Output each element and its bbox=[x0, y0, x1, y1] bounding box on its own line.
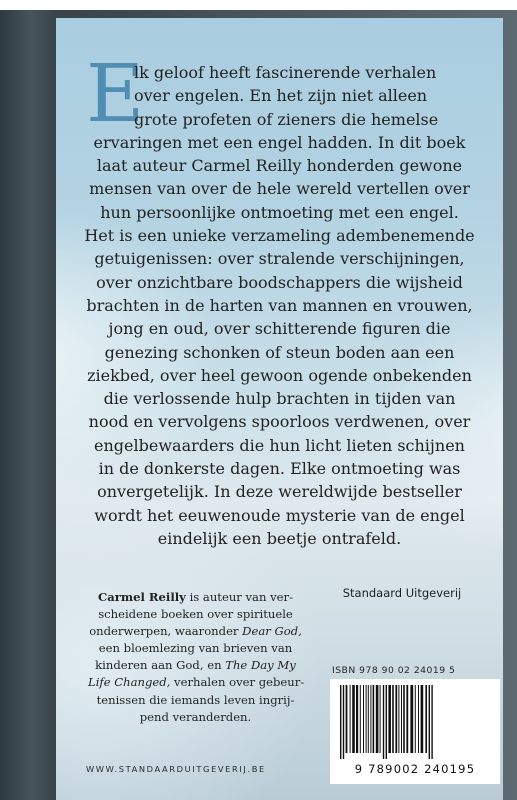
barcode bbox=[330, 679, 500, 784]
barcode-bar bbox=[373, 685, 375, 753]
blurb-text bbox=[56, 61, 503, 550]
barcode-bar bbox=[380, 685, 381, 753]
barcode-bar bbox=[421, 685, 424, 753]
blurb-line: laat auteur Carmel Reilly honderden gewone bbox=[96, 156, 463, 176]
barcode-bar bbox=[431, 685, 432, 759]
barcode-bar bbox=[415, 685, 416, 753]
blurb-line: jong en oud, over schitterende figuren die bbox=[108, 319, 451, 339]
barcode-bar bbox=[360, 685, 361, 753]
barcode-bar bbox=[403, 685, 405, 753]
blurb-line: getuigenissen: over stralende verschijningen, bbox=[94, 249, 465, 269]
barcode-bar bbox=[343, 685, 344, 759]
author-name: Carmel Reilly bbox=[97, 590, 186, 604]
blurb-line: die verlossende hulp brachten in tijden van bbox=[103, 389, 456, 409]
blurb-line: eindelijk een beetje ontrafeld. bbox=[157, 528, 402, 548]
blurb-line: wordt het eeuwenoude mysterie van de engel bbox=[94, 505, 465, 525]
barcode-bar bbox=[352, 685, 355, 753]
barcode-bar bbox=[401, 685, 402, 753]
barcode-bar bbox=[410, 685, 413, 753]
barcode-bar bbox=[356, 685, 358, 753]
author-bio: Carmel Reilly is auteur van ver- scheidene boeken over spirituele onderwerpen, waaronder Dear God, een bloemlezing van brieven van kinderen aan God, en The Day My Life Changed, verhalen over gebeur- tenissen die iemands leven ingrij- pend veranderden. bbox=[88, 590, 305, 724]
barcode-number: 9 789002 240195 bbox=[354, 762, 476, 776]
blurb-line: mensen van over de hele wereld vertellen over bbox=[89, 179, 470, 199]
barcode-bar bbox=[418, 685, 419, 753]
barcode-bar bbox=[366, 685, 367, 753]
barcode-bar bbox=[386, 685, 387, 759]
barcode-bar bbox=[340, 685, 341, 759]
barcode-bar bbox=[370, 685, 371, 753]
barcode-bar bbox=[368, 685, 369, 753]
blurb-line: in de donkerste dagen. Elke ontmoeting was bbox=[98, 459, 461, 479]
blurb-line: ziekbed, over heel gewoon ogende onbekenden bbox=[87, 365, 472, 385]
barcode-bar bbox=[383, 685, 384, 759]
blurb-line: hun persoonlijke ontmoeting met een engel. bbox=[100, 202, 459, 222]
barcode-bar bbox=[350, 685, 351, 753]
barcode-bar bbox=[429, 685, 430, 759]
barcode-bar bbox=[425, 685, 427, 753]
book-title: The Day My bbox=[225, 658, 296, 673]
barcode-bar bbox=[346, 685, 348, 753]
back-cover bbox=[56, 18, 503, 800]
blurb-line: engelbewaarders die hun licht lieten schijnen bbox=[94, 435, 465, 455]
blurb-line: nood en vervolgens spoorloos verdwenen, over bbox=[88, 412, 471, 432]
isbn-text: ISBN 978 90 02 24019 5 bbox=[332, 665, 456, 676]
barcode-bar bbox=[392, 685, 394, 753]
book-title: Dear God, bbox=[242, 624, 302, 639]
barcode-bar bbox=[406, 685, 408, 753]
drop-cap: E bbox=[86, 47, 145, 140]
barcode-bars bbox=[336, 685, 494, 759]
blurb-line: over engelen. En het zijn niet alleen bbox=[134, 86, 428, 106]
barcode-bar bbox=[398, 685, 399, 753]
blurb-line: genezing schonken of steun boden aan een bbox=[104, 342, 455, 362]
barcode-bar bbox=[388, 685, 391, 753]
blurb-line: Het is een unieke verzameling adembenemende bbox=[84, 226, 475, 246]
blurb-line: lk geloof heeft fascinerende verhalen bbox=[134, 63, 437, 82]
blurb-line: onvergetelijk. In deze wereldwijde bestseller bbox=[97, 482, 462, 502]
barcode-bar bbox=[363, 685, 364, 753]
publisher-website: WWW.STANDAARDUITGEVERIJ.BE bbox=[86, 764, 266, 774]
blurb-line: grote profeten of zieners die hemelse bbox=[134, 109, 439, 129]
barcode-bar bbox=[376, 685, 379, 753]
blurb-line: over onzichtbare boodschappers die wijsheid bbox=[96, 272, 463, 292]
book-title: Life Changed, bbox=[88, 675, 171, 690]
blurb-line: brachten in de harten van mannen en vrouwen, bbox=[86, 295, 473, 315]
barcode-bar bbox=[395, 685, 397, 753]
blurb-line: ervaringen met een engel hadden. In dit boek bbox=[93, 132, 466, 152]
publisher-name: Standaard Uitgeverij bbox=[342, 586, 462, 600]
